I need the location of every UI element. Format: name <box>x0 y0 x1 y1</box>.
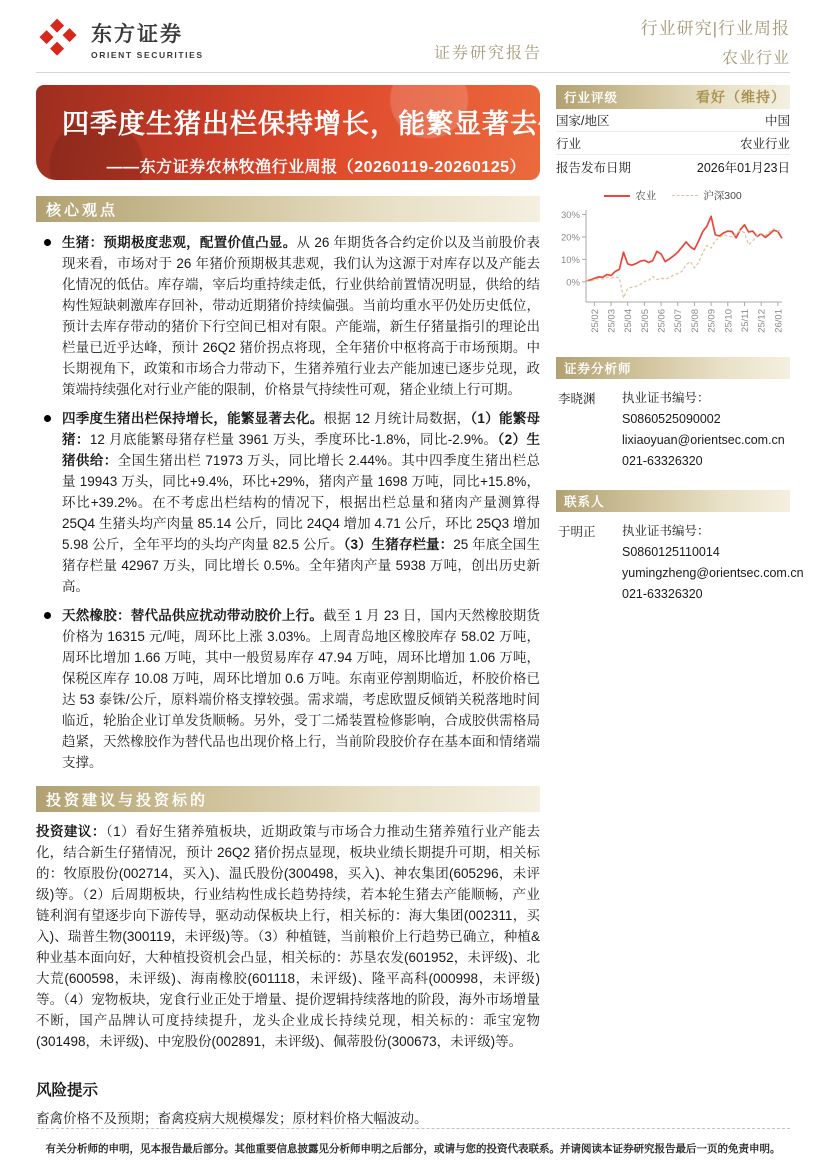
page-footer <box>36 1128 790 1156</box>
legend-label: 沪深300 <box>703 190 742 202</box>
contact-section <box>556 490 804 611</box>
report-title: 四季度生猪出栏保持增长，能繁显著去化 <box>62 109 566 139</box>
legend-item-agriculture <box>604 188 656 203</box>
svg-text:26/01: 26/01 <box>773 309 785 333</box>
legend-line-tan-icon <box>672 195 698 196</box>
investment-paragraph: 投资建议：（1）看好生猪养殖板块，近期政策与市场合力推动生猪养殖行业产能去化，结合新生仔猪情况，预计 26Q2 猪价拐点显现，板块业绩长期提升可期，相关标的：牧原股份(002714，买入)、温氏股份(300498，买入)、神农集团(605296，未评级)等。（2）后周期板块，行业结构性成长趋势持续，若本轮生猪去产能顺畅，产业链利润有望逐步向下游传导，驱动动保板块上行，相关标的：海大集团(002311，买入)、瑞普生物(300119，未评级)等。（3）种植链，当前粮价上行趋势已确立，种植&种业基本面向好，大种植投资机会凸显，相关标的：苏垦农发(601952，未评级)、北大荒(600598，未评级)、海南橡胶(601118，未评级)、隆平高科(000998，未评级)等。（4）宠物板块，宠食行业正处于增量、提价逻辑持续落地的阶段，海外市场增量不断，国产品牌认可度持续提升，龙头企业成长持续兑现，相关标的：乖宝宠物(301498，未评级)、中宠股份(002891，未评级)、佩蒂股份(300673，未评级)等。 <box>36 824 541 1049</box>
performance-chart <box>556 205 790 345</box>
report-type-label: 证券研究报告 <box>434 45 543 62</box>
contact-email-link[interactable]: yumingzheng@orientsec.com.cn <box>622 566 804 580</box>
brand-name-cn: 东方证券 <box>91 23 183 46</box>
svg-text:25/12: 25/12 <box>756 309 768 333</box>
svg-text:25/11: 25/11 <box>739 309 751 333</box>
info-label: 行业 <box>556 137 582 151</box>
legend-item-csi300 <box>672 188 742 203</box>
investment-heading: 投资建议与投资标的 <box>36 786 540 812</box>
industry-rating-bar <box>556 85 790 109</box>
legend-line-red-icon <box>604 195 630 197</box>
bullet-icon <box>44 239 51 246</box>
main-column <box>36 196 540 1129</box>
svg-text:25/06: 25/06 <box>656 309 668 333</box>
analyst-section-heading: 证券分析师 <box>556 357 790 379</box>
svg-text:20%: 20% <box>560 232 580 244</box>
analyst-email-link[interactable]: lixiaoyuan@orientsec.com.cn <box>622 433 785 447</box>
svg-text:25/10: 25/10 <box>723 309 735 333</box>
info-value: 中国 <box>764 114 790 128</box>
svg-text:25/08: 25/08 <box>689 309 701 333</box>
report-subtitle: ——东方证券农林牧渔行业周报（20260119-20260125） <box>106 159 526 176</box>
report-info-table <box>556 109 790 178</box>
core-views-list <box>36 232 540 773</box>
risk-heading: 风险提示 <box>36 1082 99 1099</box>
analyst-section <box>556 357 790 478</box>
svg-text:25/05: 25/05 <box>639 309 651 333</box>
contact-name: 于明正 <box>558 525 596 539</box>
svg-text:25/02: 25/02 <box>589 309 601 333</box>
table-row <box>556 109 790 132</box>
svg-text:10%: 10% <box>560 254 580 266</box>
info-value: 2026年01月23日 <box>696 160 790 175</box>
info-label: 国家/地区 <box>556 114 610 128</box>
bullet-icon <box>44 415 51 422</box>
brand-name-en: ORIENT SECURITIES <box>91 50 204 60</box>
info-value: 农业行业 <box>739 137 790 151</box>
core-views-heading: 核心观点 <box>36 196 540 222</box>
contact-phone: 021-63326320 <box>622 587 703 601</box>
risk-text: 畜禽价格不及预期；畜禽疫病大规模爆发；原材料价格大幅波动。 <box>36 1111 428 1126</box>
chart-legend <box>556 188 790 203</box>
svg-text:0%: 0% <box>566 277 580 289</box>
legend-label: 农业 <box>635 190 657 202</box>
list-item <box>36 232 540 400</box>
line-chart-canvas <box>556 205 790 340</box>
page-header <box>36 14 790 70</box>
table-row <box>556 132 790 155</box>
research-category: 行业研究|行业周报 <box>640 19 790 38</box>
analyst-name: 李晓渊 <box>558 392 596 406</box>
bullet-icon <box>44 612 51 619</box>
footer-disclaimer: 有关分析师的申明，见本报告最后部分。其他重要信息披露见分析师申明之后部分，或请与您的投资代表联系。并请阅读本证券研究报告最后一页的免责申明。 <box>45 1143 781 1155</box>
orient-securities-logo-icon <box>36 16 82 62</box>
rating-label: 行业评级 <box>564 91 619 105</box>
rating-value: 看好（维持） <box>696 89 786 105</box>
svg-text:25/03: 25/03 <box>606 309 618 333</box>
analyst-card <box>556 379 790 478</box>
analyst-phone: 021-63326320 <box>622 454 703 468</box>
sidebar <box>556 85 804 611</box>
list-item <box>36 408 540 597</box>
bullet-text-pigs: 生猪：预期极度悲观，配置价值凸显。从 26 年期货各合约定价以及当前股价表现来看，市场对于 26 年猪价预期极其悲观，我们认为这源于对库存以及产能去化情况的低估。库存端，宰后均重持续走低，行业供给前置情况明显，供给的结构性短缺刺激库存回补，带动近期猪价持续偏强。当前均重水平仍处历史低位，预计去库存带动的猪价下行空间已相对有限。产能端，新生仔猪量指引的理论出栏量已近乎达峰，预计 26Q2 猪价拐点将现，全年猪价中枢将高于市场预期。中长期视角下，政策和市场合力带动下，生猪养殖行业去产能加速已逐步兑现，政策端持续强化对行业产能的限制，价格景气持续性可观，猪企业绩上行可期。 <box>62 235 540 397</box>
industry-category: 农业行业 <box>721 50 790 67</box>
svg-text:25/09: 25/09 <box>706 309 718 333</box>
svg-text:25/04: 25/04 <box>623 309 635 333</box>
bullet-text-q4-output: 四季度生猪出栏保持增长，能繁显著去化。根据 12 月统计局数据，（1）能繁母猪：12 月底能繁母猪存栏量 3961 万头，季度环比-1.8%，同比-2.9%。（2）生猪供给：全国生猪出栏 71973 万头，同比增长 2.44%。其中四季度生猪出栏总量 19943 万头，同比+9.4%，环比+29%，猪肉产量 1698 万吨，同比+15.8%，环比+39.2%。在不考虑出栏结构的情况下，根据出栏总量和猪肉产量测算得 25Q4 生猪头均产肉量 85.14 公斤，同比 24Q4 增加 4.71 公斤，环比 25Q3 增加 5.98 公斤，全年平均的头均产肉量 82.5 公斤。（3）生猪存栏量：25 年底全国生猪存栏量 42967 万头，同比增长 0.5%。全年猪肉产量 5938 万吨，创出历史新高。 <box>62 411 540 594</box>
contact-section-heading: 联系人 <box>556 490 790 512</box>
info-label: 报告发布日期 <box>556 160 632 175</box>
title-banner <box>36 85 566 180</box>
analyst-cert-number: 执业证书编号：S0860525090002 <box>622 391 721 426</box>
contact-cert-number: 执业证书编号：S0860125110014 <box>622 524 720 559</box>
list-item <box>36 605 540 773</box>
header-category <box>641 14 790 68</box>
header-divider <box>36 72 790 73</box>
contact-card <box>556 512 804 611</box>
bullet-text-rubber: 天然橡胶：替代品供应扰动带动胶价上行。截至 1 月 23 日，国内天然橡胶期货价格为 16315 元/吨，周环比上涨 3.03%。上周青岛地区橡胶库存 58.02 万吨，周环比增加 1.66 万吨，其中一般贸易库存 47.94 万吨，周环比增加 1.06 万吨，保税区库存 10.08 万吨，周环比增加 0.6 万吨。东南亚停割期临近，杯胶价格已达 53 泰铢/公斤，原料端价格支撑较强。需求端，考虑欧盟反倾销关税落地时间临近，轮胎企业订单发货顺畅。另外，受丁二烯装置检修影响，合成胶供需格局趋紧，天然橡胶作为替代品也出现价格上行，当前阶段胶价存在基本面和情绪端支撑。 <box>62 608 541 770</box>
table-row <box>556 155 790 178</box>
svg-text:25/07: 25/07 <box>673 309 685 333</box>
svg-text:30%: 30% <box>560 209 580 221</box>
brand <box>36 16 204 62</box>
